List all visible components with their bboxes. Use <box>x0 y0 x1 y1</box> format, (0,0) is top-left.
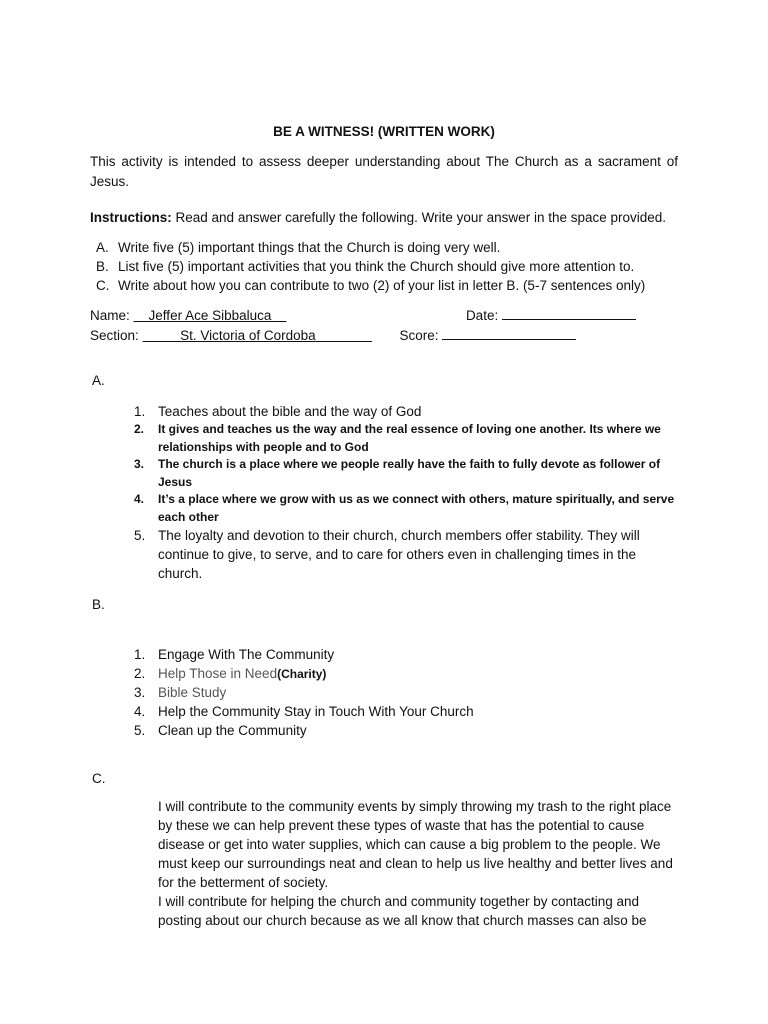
task-list <box>96 238 696 295</box>
essay-paragraph: I will contribute for helping the church and community together by contacting and posting about our church because as we all know that church masses can also be <box>158 894 647 928</box>
answer-c-essay <box>158 797 678 930</box>
task-item <box>96 257 696 276</box>
list-item: 1. Engage With The Community <box>134 647 335 662</box>
answer-a-list <box>134 402 678 583</box>
section-value[interactable]: St. Victoria of Cordoba <box>180 328 316 343</box>
essay-paragraph: I will contribute to the community events by simply throwing my trash to the right place by these we can help prevent these types of waste that has the potential to cause disease or get into water supplies, which can cause a big problem to the people. We must keep our surroundings neat and clean to help us live healthy and better lives and for the betterment of society. <box>158 799 673 890</box>
list-item: 5. Clean up the Community <box>134 723 307 738</box>
task-letter: C. <box>96 278 110 293</box>
list-item: 4. Help the Community Stay in Touch With Your Church <box>134 704 474 719</box>
list-item: 3. Bible Study <box>134 685 227 700</box>
answer-c-letter: C. <box>92 771 106 786</box>
list-item: 3. The church is a place where we people really have the faith to fully devote as follower of Jesus <box>134 457 661 489</box>
task-item <box>96 238 696 257</box>
task-letter: B. <box>96 259 109 274</box>
date-label: Date: <box>465 308 499 323</box>
instructions-label: Instructions: <box>90 210 172 225</box>
intro-paragraph: This activity is intended to assess deeper understanding about The Church as a sacrament of Jesus. <box>90 154 678 189</box>
list-item: 1. Teaches about the bible and the way of God <box>134 404 422 419</box>
name-date-row <box>90 305 636 325</box>
answer-b-list <box>134 645 678 740</box>
task-text: Write five (5) important things that the Church is doing very well. <box>118 240 501 255</box>
score-blank[interactable] <box>442 325 576 340</box>
answer-a-letter: A. <box>92 373 105 388</box>
section-label: Section: <box>90 328 139 343</box>
name-label: Name: <box>90 308 130 323</box>
list-item: 2. Help Those in Need(Charity) <box>134 666 327 681</box>
instructions <box>90 208 690 228</box>
task-item <box>96 276 696 295</box>
task-text: Write about how you can contribute to two (2) of your list in letter B. (5-7 sentences only) <box>118 278 646 293</box>
name-value[interactable]: Jeffer Ace Sibbaluca <box>148 308 272 323</box>
section-score-row <box>90 325 576 345</box>
score-label: Score: <box>399 328 439 343</box>
instructions-text: Read and answer carefully the following. Write your answer in the space provided. <box>171 210 667 225</box>
task-text: List five (5) important activities that you think the Church should give more attention to. <box>118 259 635 274</box>
list-item: 2. It gives and teaches us the way and the real essence of loving one another. Its where we relationships with people and to God <box>134 422 661 454</box>
date-blank[interactable] <box>502 305 636 320</box>
list-item: 5. The loyalty and devotion to their church, church members offer stability. They will continue to give, to serve, and to care for others even in challenging times in the church. <box>134 528 640 581</box>
task-letter: A. <box>96 240 109 255</box>
worksheet-title: BE A WITNESS! (WRITTEN WORK) <box>273 124 495 139</box>
list-item: 4. It’s a place where we grow with us as we connect with others, mature spiritually, and serve each other <box>134 492 675 524</box>
answer-b-letter: B. <box>92 597 105 612</box>
